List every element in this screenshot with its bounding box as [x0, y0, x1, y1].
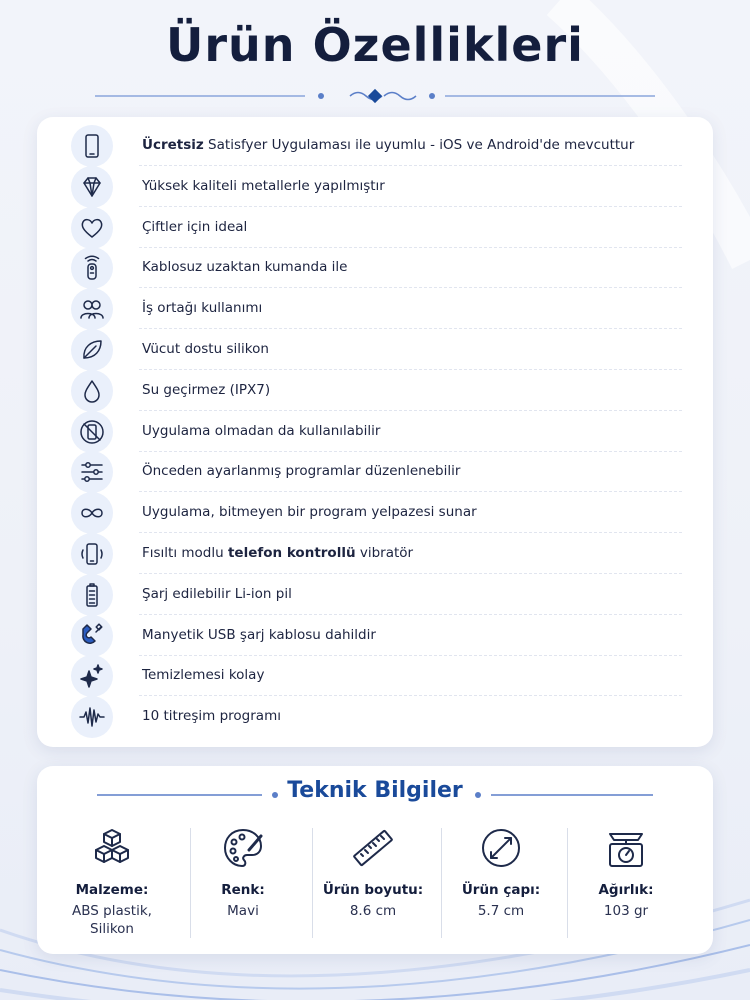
spec-label: Ürün boyutu:: [322, 882, 424, 898]
ruler-icon: [313, 826, 433, 870]
feature-text: [142, 382, 270, 398]
sliders-icon: [71, 451, 113, 493]
feature-text-body: İş ortağı kullanımı: [142, 300, 263, 317]
feature-text-body: Uygulama, bitmeyen bir program yelpazesi sunar: [142, 504, 477, 521]
water-drop-icon: [71, 370, 113, 412]
feature-text-body: Önceden ayarlanmış programlar düzenlenebilir: [142, 463, 461, 480]
spec-divider: [441, 828, 442, 938]
feature-row: [67, 696, 682, 737]
spec-item: [52, 826, 172, 946]
feature-text-suffix: vibratör: [355, 545, 414, 561]
feature-row: [67, 533, 682, 574]
battery-icon: [71, 574, 113, 616]
feature-text: [142, 504, 477, 520]
feature-text-prefix: Fısıltı modlu: [142, 545, 228, 561]
vibration-wave-icon: [71, 696, 113, 738]
feature-text-body: Satisfyer Uygulaması ile uyumlu - iOS ve Android'de mevcuttur: [203, 137, 635, 153]
feature-text-body: Vücut dostu silikon: [142, 341, 269, 357]
feature-row: [67, 207, 682, 248]
feature-row: [67, 247, 682, 288]
remote-control-icon: [71, 247, 113, 289]
feature-row: [67, 574, 682, 615]
feature-text: [142, 259, 347, 275]
no-phone-icon: [71, 411, 113, 453]
feature-text: [142, 545, 413, 561]
feature-row: [67, 492, 682, 533]
diameter-icon: [446, 826, 556, 870]
infinity-icon: [71, 492, 113, 534]
feature-row: [67, 166, 682, 207]
feature-text: [142, 708, 281, 724]
diamond-icon: [71, 166, 113, 208]
spec-item: [576, 826, 676, 946]
spec-value-line2: Silikon: [90, 921, 134, 937]
feature-text-body: Çiftler için ideal: [142, 218, 248, 235]
spec-value: 5.7 cm: [477, 903, 525, 919]
tech-title: Teknik Bilgiler: [287, 778, 463, 803]
feature-text-bold: telefon kontrollü: [227, 545, 356, 561]
spec-label: Ağırlık:: [598, 882, 654, 898]
spec-item: [313, 826, 433, 946]
feature-text: [142, 463, 460, 479]
heart-icon: [71, 207, 113, 249]
feature-row: [67, 329, 682, 370]
feature-text: [142, 627, 376, 643]
leaf-icon: [71, 329, 113, 371]
spec-label: Ürün çapı:: [461, 882, 541, 898]
scale-icon: [576, 826, 676, 870]
feature-text: [142, 667, 264, 683]
spec-divider: [567, 828, 568, 938]
feature-text-body: Temizlemesi kolay: [142, 667, 265, 684]
spec-label: Renk:: [221, 882, 265, 898]
feature-row: [67, 615, 682, 656]
spec-item: [446, 826, 556, 946]
feature-text-body: Uygulama olmadan da kullanılabilir: [142, 422, 381, 439]
spec-value: Mavi: [227, 903, 259, 919]
feature-text: [142, 137, 634, 153]
feature-text-body: Su geçirmez (IPX7): [142, 381, 271, 398]
page-title: Ürün Özellikleri: [166, 18, 584, 72]
feature-text: [142, 300, 262, 316]
feature-row: [67, 370, 682, 411]
spec-divider: [190, 828, 191, 938]
feature-text: [142, 341, 269, 357]
feature-text-body: Manyetik USB şarj kablosu dahildir: [142, 626, 376, 643]
feature-text-body: Yüksek kaliteli metallerle yapılmıştır: [142, 177, 385, 194]
palette-icon: [188, 826, 298, 870]
spec-value: 103 gr: [603, 903, 649, 919]
sparkles-icon: [71, 655, 113, 697]
spec-label: Malzeme:: [75, 882, 149, 898]
feature-row: [67, 655, 682, 696]
feature-text: [142, 586, 292, 602]
feature-text-bold: Ücretsiz: [142, 137, 204, 153]
features-card: [37, 117, 713, 747]
spec-value: 8.6 cm: [349, 903, 397, 919]
feature-text-body: 10 titreşim programı: [142, 708, 281, 725]
tech-specs-card: [37, 766, 713, 954]
spec-value: ABS plastik,: [72, 903, 152, 919]
magnet-usb-icon: [71, 615, 113, 657]
feature-row: [67, 288, 682, 329]
title-divider-ornament: [95, 84, 655, 108]
feature-row: [67, 125, 682, 166]
feature-row: [67, 411, 682, 452]
cubes-icon: [52, 826, 172, 870]
feature-text: [142, 219, 247, 235]
smartphone-icon: [71, 125, 113, 167]
feature-text: [142, 423, 380, 439]
feature-row: [67, 451, 682, 492]
phone-vibration-icon: [71, 533, 113, 575]
feature-text: [142, 178, 385, 194]
feature-text-body: Şarj edilebilir Li-ion pil: [142, 585, 292, 602]
partner-users-icon: [71, 288, 113, 330]
spec-item: [188, 826, 298, 946]
feature-text-body: Kablosuz uzaktan kumanda ile: [142, 259, 348, 276]
spec-divider: [312, 828, 313, 938]
